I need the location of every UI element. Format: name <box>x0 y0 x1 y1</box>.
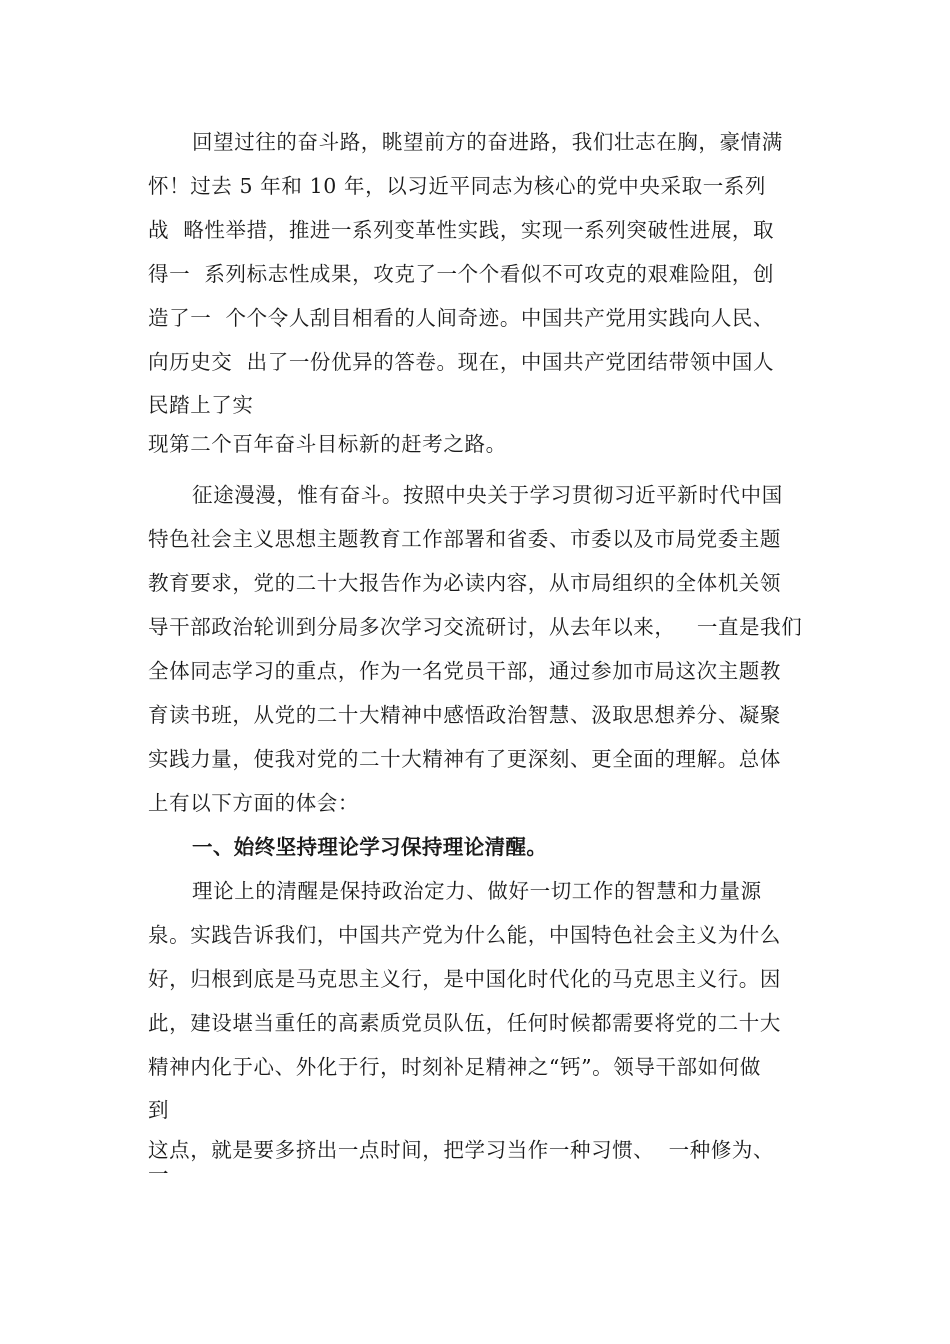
paragraph-3-line-4: 此，建设堪当重任的高素质党员队伍，任何时候都需要将党的二十大 <box>148 1011 781 1035</box>
paragraph-2-line-6: 育读书班，从党的二十大精神中感悟政治智慧、汲取思想养分、凝聚 <box>148 703 781 727</box>
paragraph-1-line-7: 民踏上了实 <box>148 393 254 417</box>
paragraph-1-line-1: 回望过往的奋斗路，眺望前方的奋进路，我们壮志在胸，豪情满 <box>192 130 783 154</box>
paragraph-2-line-7: 实践力量，使我对党的二十大精神有了更深刻、更全面的理解。总体 <box>148 747 781 771</box>
paragraph-2-line-2: 特色社会主义思想主题教育工作部署和省委、市委以及市局党委主题 <box>148 527 781 551</box>
paragraph-2-line-5: 全体同志学习的重点，作为一名党员干部，通过参加市局这次主题教 <box>148 659 781 683</box>
paragraph-3-line-1: 理论上的清醒是保持政治定力、做好一切工作的智慧和力量源 <box>192 879 762 903</box>
paragraph-3-line-5: 精神内化于心、外化于行，时刻补足精神之“钙”。领导干部如何做 <box>148 1055 761 1079</box>
paragraph-3-line-6: 到 <box>148 1098 170 1122</box>
paragraph-2-line-3: 教育要求，党的二十大报告作为必读内容，从市局组织的全体机关领 <box>148 571 781 595</box>
paragraph-1-line-5: 造了一 个个令人刮目相看的人间奇迹。中国共产党用实践向人民、 <box>148 306 775 330</box>
paragraph-3-line-2: 泉。实践告诉我们，中国共产党为什么能，中国特色社会主义为什么 <box>148 923 781 947</box>
paragraph-1-line-8: 现第二个百年奋斗目标新的赶考之路。 <box>148 432 507 456</box>
paragraph-2-line-8: 上有以下方面的体会： <box>148 791 359 815</box>
paragraph-2-line-1: 征途漫漫，惟有奋斗。按照中央关于学习贯彻习近平新时代中国 <box>192 483 783 507</box>
section-heading-1: 一、始终坚持理论学习保持理论清醒。 <box>192 835 548 859</box>
paragraph-1-line-2: 怀！过去 5 年和 10 年，以习近平同志为核心的党中央采取一系列 <box>148 174 766 198</box>
paragraph-3-line-7: 这点，就是要多挤出一点时间，把学习当作一种习惯、 一种修为、 <box>148 1138 775 1162</box>
paragraph-2-line-4: 导干部政治轮训到分局多次学习交流研讨，从去年以来， 一直是我们 <box>148 615 803 639</box>
paragraph-1-line-6: 向历史交 出了一份优异的答卷。现在，中国共产党团结带领中国人 <box>148 350 775 374</box>
paragraph-1-line-4: 得一 系列标志性成果，攻克了一个个看似不可攻克的艰难险阻，创 <box>148 262 775 286</box>
paragraph-1-line-3: 战 略性举措，推进一系列变革性实践，实现一系列突破性进展，取 <box>148 218 775 242</box>
paragraph-3-line-8: 一 <box>148 1162 170 1186</box>
paragraph-3-line-3: 好，归根到底是马克思主义行，是中国化时代化的马克思主义行。因 <box>148 967 781 991</box>
